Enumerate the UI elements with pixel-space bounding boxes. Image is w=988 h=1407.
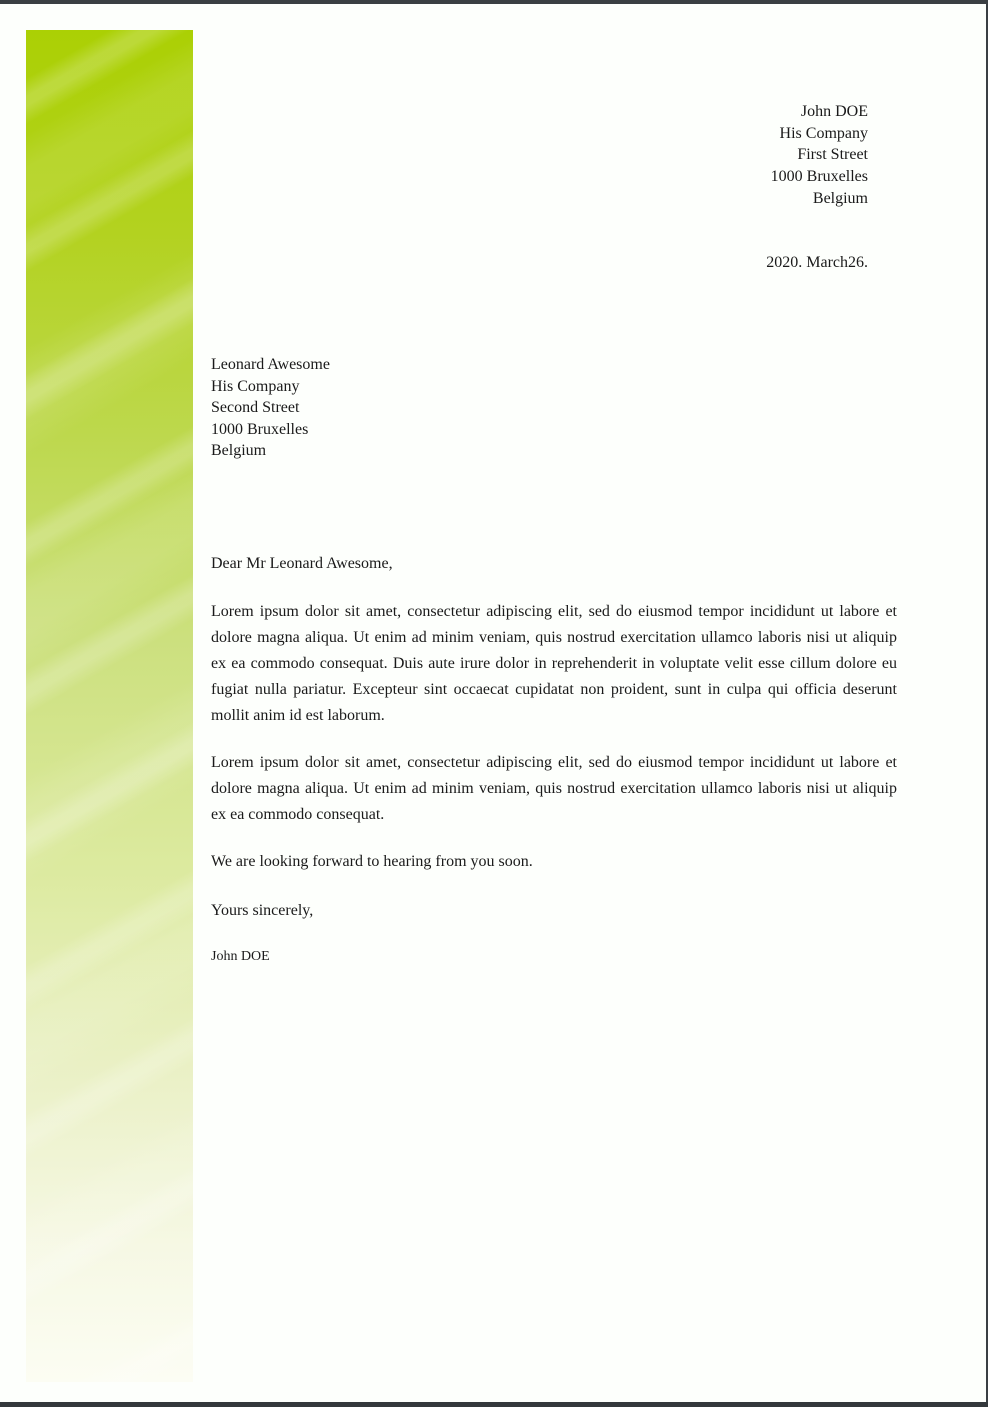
recipient-city: 1000 Bruxelles (211, 420, 309, 438)
sender-name: John DOE (800, 103, 868, 120)
closing-line: We are looking forward to hearing from you soon. (211, 853, 533, 870)
page-top-edge (0, 0, 988, 4)
recipient-street: Second Street (211, 399, 300, 416)
page-bottom-edge (0, 1402, 988, 1407)
body-paragraph-1: Lorem ipsum dolor sit amet, consectetur adipiscing elit, sed do eiusmod tempor incididunt ut labore et dolore magna aliqua. Ut enim ad minim veniam, quis nostrud exercitation ullamco laboris nisi ut aliquip ex ea commodo consequat. Duis aute irure dolor in reprehenderit in voluptate velit esse cillum dolore eu fugiat nulla pariatur. Excepteur sint occaecat cupidatat non proident, sunt in culpa qui officia deserunt mollit anim id est laborum. (211, 603, 897, 724)
body-paragraph-2: Lorem ipsum dolor sit amet, consectetur adipiscing elit, sed do eiusmod tempor incididunt ut labore et dolore magna aliqua. Ut enim ad minim veniam, quis nostrud exercitation ullamco laboris nisi ut aliquip ex ea commodo consequat. (211, 754, 897, 823)
sender-address-block (771, 101, 868, 210)
sender-street: First Street (797, 146, 868, 164)
recipient-country: Belgium (211, 442, 267, 459)
sender-country: Belgium (812, 189, 868, 207)
letterhead-green-sidebar (26, 30, 193, 1382)
valediction: Yours sincerely, (211, 902, 314, 919)
recipient-name: Leonard Awesome (211, 356, 330, 373)
recipient-company: His Company (211, 377, 300, 395)
letter-date: 2020. March26. (766, 254, 868, 271)
recipient-address-block (211, 354, 330, 462)
sender-company: His Company (779, 124, 868, 142)
salutation: Dear Mr Leonard Awesome, (211, 555, 393, 572)
sender-city: 1000 Bruxelles (770, 168, 868, 186)
signature-name: John DOE (211, 949, 270, 964)
